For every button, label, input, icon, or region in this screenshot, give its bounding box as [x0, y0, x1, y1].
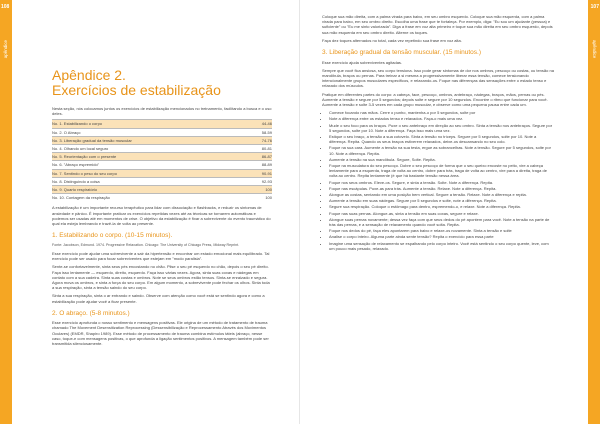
- relaxation-steps-list: [322, 110, 554, 251]
- list-item: • Aumente a tensão na sua mandíbula. Segure, Solte. Repita.: [329, 157, 554, 162]
- section-1-paragraph-2: Sente-se confortavelmente, sinta seus pés encostando no chão. Plise o seu pé esquerdo no chão, depois o seu pé direito. Faça isso lentamente — esquerdo, direito, esquerdo. Faça isso várias vezes. Agora, sinta suas coxas e nádegas em contato com a sua cadeira. Sinta suas costas e ombros. Note se seus ombros estão tensos. Sinta-se enraizado e segura. Agora mova os ombros, e sinta a força do seu corpo. Em algum momento, a sobrevivente pode fechar os olhos. Sinta toda a sua respiração, sinta a tensão saindo do seu corpo.: [52, 264, 270, 291]
- toc-label: No. 1. Estabilizando o corpo: [52, 120, 247, 128]
- toc-label: No. 8. Distinguindo a coisa: [52, 177, 247, 185]
- list-item: • Foque nos seus ombros. Eleve-os. Segure, e sinta a tensão. Solte. Note a diferença. Repita.: [329, 180, 554, 185]
- toc-page: 92-93: [247, 177, 272, 185]
- toc-page: 44-46: [247, 120, 272, 128]
- list-item: • Note a diferença entre os estados tenso e relaxados. Faça-o mais uma vez.: [329, 116, 554, 121]
- list-item: • Foque na sua cara. Aumente a tensão na sua testa, ergue as sobrancelhas. Note a tensão. Segure por 5 segundos, solte por 10. Note a diferença. Repita.: [329, 145, 554, 155]
- toc-label: No. 2. O Abraço: [52, 128, 247, 136]
- list-item: • Foque na musculatura do seu pescoço. Dobre o seu pescoço de forma que o seu queixo encoste no peito, vire a cabeça lentamente para a esquerda, traga de volta ao centro, dobre para trás, traga de volta ao centro, vire para a direita, traga de volta ao centro. Repita lentamente (é que há bastante tensão nessa área.: [329, 163, 554, 179]
- toc-page: 58-59: [247, 128, 272, 136]
- appendix-title-line1: Apêndice 2.: [52, 67, 126, 83]
- section-1-paragraph-1: Esse exercício pode ajudar uma sobrevivente a sair da hipertensão e encontrar um estado emocional mais equilibrado. Tal exercício pode ser usado para focar sobreviventes que estejam em "modo paralisia".: [52, 250, 270, 262]
- list-item: • Segure sua respiração. Coloque o estômago para dentro, espremendo-o, e relaxe. Note a diferença. Repita.: [329, 204, 554, 209]
- list-item: • Foque nas escápulas. Puxe-as para trás. Aumente a tensão. Relaxe. Note a diferença. Repita.: [329, 186, 554, 191]
- right-paragraph-1: Coloque sua mão direita, com a palma virada para baixo, em seu ombro esquerdo. Coloque sua mão esquerda, com a palma virada para baixo, em seu ombro direito. Escolha uma frase que te fortaleça. Por exemplo, diga: "Eu sou um ajudante (pessoa) e suficiente" ou "Eu me sinto valorizada". Diga a frase em voz alta primeiro e toque sua mão direita em seu ombro esquerdo, depois sua mão esquerda em seu ombro direito. Alterne os toques.: [322, 14, 553, 35]
- list-item: • Estique o seu braço, a tensão a sua cotovelo. Sinta a tensão no tríceps. Segure por 5 segundos, solte por 10. Note a diferença. Repita. Quando os seus braços estiverem relaxados, deixe-os descansando no seu colo.: [329, 134, 554, 144]
- toc-row: [52, 194, 272, 202]
- list-item: • Comece focando nas mãos. Cerre o punho, mantenha-o por 5 segundos, solte por: [329, 110, 554, 115]
- toc-page: 74-76: [247, 136, 272, 144]
- appendix-title-line2: Exercícios de estabilização: [52, 82, 221, 98]
- toc-page: 90-91: [247, 169, 272, 177]
- section-3-paragraph-2: Sempre que você fica ansiosa, seu corpo tensiona. Isso pode gerar sintomas de dor nos ombros, pescoço ou costas, ou tensão na mandíbula, braços ou pernas. Para treinar a si mesma a progressivamente liberar essa tensão, comece tensionando intencionalmente grupos musculares específicos, e relaxando-os. Foque nas diferenças das sensações entre o estado tenso e relaxado dos músculos.: [322, 67, 554, 89]
- right-side-strip: [588, 0, 600, 424]
- toc-page: 86-87: [247, 153, 272, 161]
- exercise-toc: [52, 119, 272, 201]
- toc-page: 100: [247, 186, 272, 194]
- toc-page: 100: [247, 194, 272, 202]
- toc-label: No. 10. Contagem da respiração: [52, 194, 247, 202]
- toc-row: [52, 169, 272, 177]
- toc-row: [52, 120, 272, 128]
- section-3-paragraph-1: Esse exercício ajuda sobreviventes agitadas.: [322, 59, 403, 65]
- appendix-title: [52, 68, 272, 98]
- list-item: • Foque nas suas pernas. Alongue-as, sinta a tensão em suas coxas, segure e relaxe.: [329, 211, 554, 216]
- list-item: • Alongue suas pernas novamente; dessa vez faça com que seus dedos do pé apontem para você. Note a tensão na parte de trás das pernas, e a sensação de relaxamento quando você solta. Repita.: [329, 217, 554, 227]
- toc-label: No. 7. Sentindo o peso do seu corpo: [52, 169, 247, 177]
- toc-label: No. 6. "Abraço espremido": [52, 161, 247, 169]
- toc-row: [52, 161, 272, 169]
- toc-page: 88-89: [247, 161, 272, 169]
- toc-label: No. 5. Reorientação com o presente: [52, 153, 247, 161]
- section-1-paragraph-3: Sinta a sua respiração, sinta o ar entrando e saindo. Observe com atenção como você está se sentindo agora e como a estabilização pode ajudar você a ficar presente.: [52, 293, 265, 304]
- left-side-strip: [0, 0, 12, 424]
- section-2-title: 2. O abraço. (5-8 minutos.): [52, 309, 130, 317]
- after-toc-paragraph: A estabilização é um importante recurso terapêutico para lidar com dissociação e flashbacks, e reduzir os sintomas de ansiedade e pânico. É importante praticar os exercícios repetidas vezes até as técnicas se tornarem automáticas e podemos ser usadas até em momentos de crise. O objetivo da estabilização é fixar a sobrevivente do evento traumático do qual ela esteja lembrando e trazê-la de volta ao presente.: [52, 205, 271, 227]
- section-1-reference: Fonte: Jacobson, Edmund. 1974. Progressive Relaxation. Chicago: The University of Chicago Press, Midway Reprint.: [52, 242, 240, 247]
- section-1-title: 1. Estabilizando o corpo. (10-15 minutos).: [52, 232, 173, 240]
- right-page-number: 107: [590, 4, 599, 10]
- list-item: • Mude o seu foco para os braços. Puxe o seu antebraço em direção ao seu ombro. Sinta a tensão nos antebraços. Segure por 5 segundos, solte por 10. Note a diferença. Faça isso mais uma vez.: [329, 123, 554, 133]
- toc-label: No. 3. Liberação gradual da tensão muscular: [52, 136, 247, 144]
- right-paragraph-2: Faça dez toques alternados no total, cada vez repetindo sua frase em voz alta.: [322, 37, 462, 43]
- left-content: [52, 68, 272, 349]
- toc-row: [52, 186, 272, 194]
- section-2-paragraph-1: Esse exercício aprofunda o nosso sentimento e mensagens positivas. Ele origina de um método de tratamento de trauma chamado The Movement Desensitization Reprocessing (Dessensibilização e Reprocessamento Através dos Movimentos Oculares) (EMDR, Shapiro 1989). Esse método de processamento de trauma combina estímulos táteis (abraço, nesse caso, toque-e com mensagens positivas, o que aprofunda a ligação sentimentos positivos. A mensagem também pode ser transmitida silenciosamente.: [52, 320, 269, 347]
- toc-label: No. 9. Quarto respiratório: [52, 186, 247, 194]
- toc-row: [52, 128, 272, 136]
- section-3-paragraph-3: Pratique em diferentes partes do corpo: a cabeça, face, pescoço, ombros, antebraço, nádegas, braços, mãos, pernas ou pés. Aumente a tensão e segure por 5 segundos; depois solte e segure por 10 segundos. Encontre o ritmo que funcionar para você. Aumente a tensão e solte 3-5 vezes em cada grupo muscular, e observe como uma pequena pausa entre cada um.: [322, 91, 548, 107]
- toc-row: [52, 153, 272, 161]
- section-3-title: 3. Liberação gradual da tensão muscular. (15 minutos.): [322, 49, 481, 57]
- right-page: [300, 0, 600, 424]
- list-item: • Aumente a tensão em suas nádegas. Segure por 5 segundos e solte, note a diferença. Repita.: [329, 198, 554, 203]
- intro-paragraph: Nesta seção, nós colocamos juntos os exercícios de estabilização mencionados no treinamento, facilitando a busca e o uso deles.: [52, 106, 272, 117]
- right-content: [322, 14, 554, 254]
- list-item: • Analise o corpo inteiro. Alguma parte ainda sente tensão? Repita o exercício para essa parte: [329, 234, 554, 239]
- toc-page: 80-81: [247, 145, 272, 153]
- left-side-label: apêndice: [3, 40, 8, 59]
- right-side-label: apêndice: [592, 40, 597, 59]
- list-item: • Foque nos dedos do pé, faça eles apontarem para baixo e relaxe-os novamente. Sinta a tensão e solte: [329, 228, 554, 233]
- toc-label: No. 4. Olhando um local seguro: [52, 145, 247, 153]
- toc-row: [52, 145, 272, 153]
- toc-row: [52, 136, 272, 144]
- left-page-number: 108: [1, 4, 10, 10]
- list-item: • Imagine uma sensação de relaxamento se espalhando pelo corpo inteiro. Você está sentindo o seu corpo quente, leve, com um pouco mais pesado, relaxado.: [329, 241, 554, 251]
- toc-row: [52, 177, 272, 185]
- list-item: • Alongue as costas, sentando em uma posição bem vertical. Segure a tensão. Relaxe. Note a diferença e repita.: [329, 192, 554, 197]
